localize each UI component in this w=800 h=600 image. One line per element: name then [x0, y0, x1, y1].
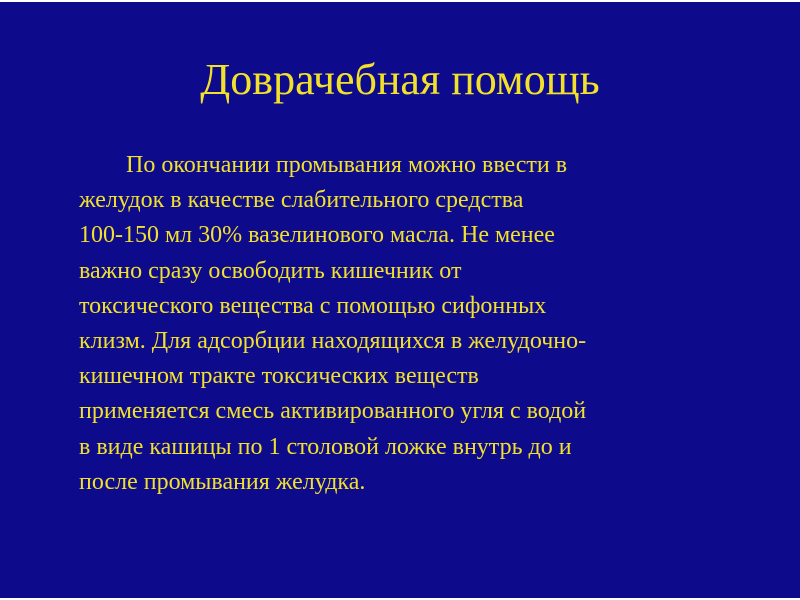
- body-line: после промывания желудка.: [79, 468, 366, 495]
- body-line: кишечном тракте токсических веществ: [79, 363, 479, 390]
- body-line: клизм. Для адсорбции находящихся в желудочно-: [79, 328, 587, 355]
- body-line: применяется смесь активированного угля с водой: [79, 398, 587, 425]
- body-line: По окончании промывания можно ввести в: [126, 152, 568, 178]
- slide-title: Доврачебная помощь: [200, 55, 600, 104]
- body-line: в виде кашицы по 1 столовой ложке внутрь до и: [79, 433, 572, 460]
- body-line: 100-150 мл 30% вазелинового масла. Не менее: [79, 222, 555, 249]
- body-line: важно сразу освободить кишечник от: [79, 257, 462, 284]
- body-line: токсического вещества с помощью сифонных: [79, 292, 547, 319]
- slide-body-text: [79, 148, 779, 500]
- body-line: желудок в качестве слабительного средства: [79, 187, 524, 214]
